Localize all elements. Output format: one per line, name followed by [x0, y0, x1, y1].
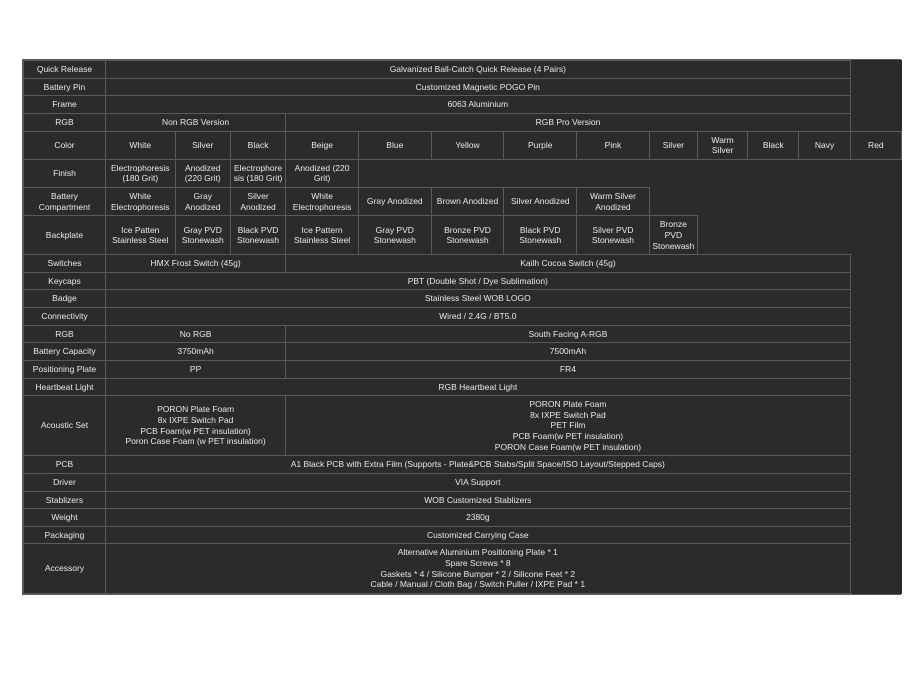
cell-badge-0: Stainless Steel WOB LOGO	[105, 290, 850, 308]
cell-battery-compartment-7: Warm Silver Anodized	[577, 188, 650, 216]
table-row-battery-pin	[24, 78, 902, 96]
cell-frame-0: 6063 Aluminium	[105, 96, 850, 114]
cell-battery-capacity-0: 3750mAh	[105, 343, 285, 361]
cell-accessory-0: Alternative Aluminium Positioning Plate * 1 Spare Screws * 8 Gaskets * 4 / Silicone Bumper * 2 / Silicone Feet * 2 Cable / Manual / Cloth Bag / Switch Puller / IXPE Pad * 1	[105, 544, 850, 594]
specification-table	[23, 60, 902, 594]
cell-positioning-plate-1: FR4	[286, 360, 850, 378]
row-label-finish: Finish	[24, 159, 106, 187]
row-label-accessory: Accessory	[24, 544, 106, 594]
cell-finish-1: Anodized (220 Grit)	[175, 159, 230, 187]
table-row-backplate	[24, 216, 902, 255]
cell-finish-2: Electrophoresis (180 Grit)	[230, 159, 285, 187]
cell-color-4: Blue	[358, 131, 431, 159]
cell-color-11: Navy	[799, 131, 850, 159]
cell-battery-compartment-3: White Electrophoresis	[286, 188, 359, 216]
row-label-acoustic-set: Acoustic Set	[24, 396, 106, 456]
row-label-battery-capacity: Battery Capacity	[24, 343, 106, 361]
cell-backplate-3: Ice Pattern Stainless Steel	[286, 216, 359, 255]
cell-driver-0: VIA Support	[105, 473, 850, 491]
table-row-badge	[24, 290, 902, 308]
cell-color-5: Yellow	[431, 131, 504, 159]
table-row-positioning-plate	[24, 360, 902, 378]
row-label-keycaps: Keycaps	[24, 272, 106, 290]
cell-rgb-type-1: South Facing A-RGB	[286, 325, 850, 343]
cell-battery-compartment-4: Gray Anodized	[358, 188, 431, 216]
spec-sheet	[22, 59, 901, 595]
row-label-positioning-plate: Positioning Plate	[24, 360, 106, 378]
row-label-battery-pin: Battery Pin	[24, 78, 106, 96]
cell-acoustic-set-1: PORON Plate Foam 8x IXPE Switch Pad PET Film PCB Foam(w PET insulation) PORON Case Foam(w PET insulation)	[286, 396, 850, 456]
cell-rgb-version-0: Non RGB Version	[105, 113, 285, 131]
table-row-driver	[24, 473, 902, 491]
table-row-heartbeat-light	[24, 378, 902, 396]
table-row-stabilizers	[24, 491, 902, 509]
cell-switches-1: Kailh Cocoa Switch (45g)	[286, 255, 850, 273]
cell-color-10: Black	[748, 131, 799, 159]
row-label-packaging: Packaging	[24, 526, 106, 544]
cell-battery-compartment-1: Gray Anodized	[175, 188, 230, 216]
cell-backplate-2: Black PVD Stonewash	[230, 216, 285, 255]
table-row-switches	[24, 255, 902, 273]
row-label-switches: Switches	[24, 255, 106, 273]
cell-positioning-plate-0: PP	[105, 360, 285, 378]
specification-table-body	[24, 61, 902, 594]
row-label-quick-release: Quick Release	[24, 61, 106, 79]
cell-rgb-type-0: No RGB	[105, 325, 285, 343]
cell-color-3: Beige	[286, 131, 359, 159]
row-label-rgb-version: RGB	[24, 113, 106, 131]
cell-battery-compartment-0: White Electrophoresis	[105, 188, 175, 216]
cell-switches-0: HMX Frost Switch (45g)	[105, 255, 285, 273]
row-label-pcb: PCB	[24, 456, 106, 474]
cell-color-1: Silver	[175, 131, 230, 159]
cell-backplate-1: Gray PVD Stonewash	[175, 216, 230, 255]
row-label-color: Color	[24, 131, 106, 159]
table-row-frame	[24, 96, 902, 114]
table-row-rgb-type	[24, 325, 902, 343]
cell-heartbeat-light-0: RGB Heartbeat Light	[105, 378, 850, 396]
cell-color-7: Pink	[577, 131, 650, 159]
table-row-keycaps	[24, 272, 902, 290]
table-row-rgb-version	[24, 113, 902, 131]
row-label-stabilizers: Stablizers	[24, 491, 106, 509]
cell-battery-compartment-6: Silver Anodized	[504, 188, 577, 216]
row-label-connectivity: Connectivity	[24, 308, 106, 326]
cell-acoustic-set-0: PORON Plate Foam 8x IXPE Switch Pad PCB Foam(w PET insulation) Poron Case Foam (w PET insulation)	[105, 396, 285, 456]
cell-connectivity-0: Wired / 2.4G / BT5.0	[105, 308, 850, 326]
table-row-accessory	[24, 544, 902, 594]
table-row-packaging	[24, 526, 902, 544]
cell-packaging-0: Customized Carrying Case	[105, 526, 850, 544]
cell-stabilizers-0: WOB Customized Stablizers	[105, 491, 850, 509]
table-row-weight	[24, 509, 902, 527]
cell-pcb-0: A1 Black PCB with Extra Film (Supports - Plate&PCB Stabs/Split Space/ISO Layout/Stepped Caps)	[105, 456, 850, 474]
table-row-battery-capacity	[24, 343, 902, 361]
table-row-battery-compartment	[24, 188, 902, 216]
cell-backplate-6: Black PVD Stonewash	[504, 216, 577, 255]
cell-battery-compartment-5: Brown Anodized	[431, 188, 504, 216]
cell-color-2: Black	[230, 131, 285, 159]
cell-keycaps-0: PBT (Double Shot / Dye Sublimation)	[105, 272, 850, 290]
cell-color-9: Warm Silver	[697, 131, 747, 159]
row-label-driver: Driver	[24, 473, 106, 491]
row-label-rgb-type: RGB	[24, 325, 106, 343]
table-row-pcb	[24, 456, 902, 474]
cell-battery-compartment-2: Silver Anodized	[230, 188, 285, 216]
table-row-quick-release	[24, 61, 902, 79]
cell-finish-0: Electrophoresis (180 Grit)	[105, 159, 175, 187]
row-label-heartbeat-light: Heartbeat Light	[24, 378, 106, 396]
cell-color-0: White	[105, 131, 175, 159]
cell-backplate-4: Gray PVD Stonewash	[358, 216, 431, 255]
row-label-weight: Weight	[24, 509, 106, 527]
cell-backplate-8: Bronze PVD Stonewash	[649, 216, 697, 255]
cell-weight-0: 2380g	[105, 509, 850, 527]
row-label-badge: Badge	[24, 290, 106, 308]
cell-color-12: Red	[850, 131, 901, 159]
cell-battery-pin-0: Customized Magnetic POGO Pin	[105, 78, 850, 96]
table-row-acoustic-set	[24, 396, 902, 456]
cell-color-8: Silver	[649, 131, 697, 159]
table-row-color	[24, 131, 902, 159]
row-label-backplate: Backplate	[24, 216, 106, 255]
cell-backplate-0: Ice Patten Stainless Steel	[105, 216, 175, 255]
cell-rgb-version-1: RGB Pro Version	[286, 113, 850, 131]
row-label-battery-compartment: Battery Compartment	[24, 188, 106, 216]
table-row-finish	[24, 159, 902, 187]
cell-color-6: Purple	[504, 131, 577, 159]
row-label-frame: Frame	[24, 96, 106, 114]
cell-finish-3: Anodized (220 Grit)	[286, 159, 359, 187]
cell-backplate-5: Bronze PVD Stonewash	[431, 216, 504, 255]
cell-battery-capacity-1: 7500mAh	[286, 343, 850, 361]
cell-backplate-7: Silver PVD Stonewash	[577, 216, 650, 255]
cell-quick-release-0: Galvanized Ball-Catch Quick Release (4 Pairs)	[105, 61, 850, 79]
table-row-connectivity	[24, 308, 902, 326]
